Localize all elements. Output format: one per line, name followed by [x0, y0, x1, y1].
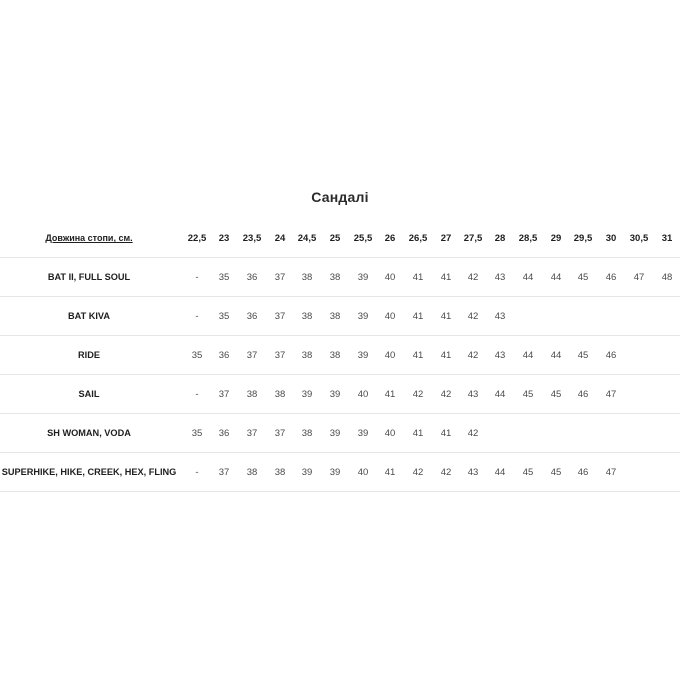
- size-value-cell: 44: [494, 388, 506, 400]
- size-value-cell: 43: [494, 349, 506, 361]
- size-value-cell: 39: [357, 271, 369, 283]
- size-value-cell: 38: [246, 466, 258, 478]
- size-value-cell: 37: [274, 310, 286, 322]
- size-header-cell: 29: [550, 232, 562, 244]
- size-value-cell: 39: [301, 466, 313, 478]
- size-value-cell: 42: [467, 271, 479, 283]
- size-value-cell: 40: [384, 310, 396, 322]
- size-value-cell: 37: [274, 349, 286, 361]
- size-header-cell: 30: [605, 232, 617, 244]
- size-header-cell: 23,5: [242, 232, 262, 244]
- foot-length-label: Довжина стопи, см.: [45, 233, 133, 243]
- size-header-cell: 28,5: [518, 232, 538, 244]
- size-value-cell: 41: [440, 271, 452, 283]
- page-title: Сандалі: [311, 189, 369, 205]
- size-value-cell: 46: [605, 349, 617, 361]
- size-value-cell: 40: [357, 388, 369, 400]
- size-value-cell: 44: [550, 271, 562, 283]
- size-value-cell: 45: [577, 271, 589, 283]
- size-value-cell: 41: [412, 271, 424, 283]
- size-value-cell: 35: [218, 271, 230, 283]
- size-header-cell: 24,5: [297, 232, 317, 244]
- size-chart-table: [0, 219, 680, 492]
- size-value-cell: -: [195, 388, 199, 400]
- size-header-cell: 25,5: [353, 232, 373, 244]
- size-value-cell: 40: [384, 427, 396, 439]
- size-value-cell: 46: [577, 388, 589, 400]
- model-name-cell: RIDE: [78, 350, 100, 360]
- size-header-cell: 25: [329, 232, 341, 244]
- size-header-cell: 27,5: [463, 232, 483, 244]
- size-value-cell: -: [195, 271, 199, 283]
- size-header-cell: 23: [218, 232, 230, 244]
- size-value-cell: 39: [329, 427, 341, 439]
- size-value-cell: 35: [191, 349, 203, 361]
- size-value-cell: 41: [384, 388, 396, 400]
- size-value-cell: 42: [440, 466, 452, 478]
- size-value-cell: 43: [494, 310, 506, 322]
- size-value-cell: 38: [274, 466, 286, 478]
- size-value-cell: 38: [301, 349, 313, 361]
- size-value-cell: 35: [191, 427, 203, 439]
- size-value-cell: 47: [605, 388, 617, 400]
- size-value-cell: 38: [301, 271, 313, 283]
- size-value-cell: 42: [467, 310, 479, 322]
- model-name-cell: SH WOMAN, VODA: [47, 428, 131, 438]
- model-name-cell: BAT II, FULL SOUL: [47, 272, 131, 282]
- foot-length-header: [0, 219, 178, 257]
- size-value-cell: 42: [467, 427, 479, 439]
- size-value-cell: 40: [384, 349, 396, 361]
- size-value-cell: 38: [329, 271, 341, 283]
- model-name-cell: SAIL: [78, 389, 100, 399]
- size-value-cell: 36: [218, 427, 230, 439]
- size-value-cell: -: [195, 466, 199, 478]
- size-value-cell: 38: [301, 310, 313, 322]
- size-value-cell: 36: [218, 349, 230, 361]
- table-row: [0, 336, 680, 375]
- size-value-cell: 48: [661, 271, 673, 283]
- size-value-cell: 37: [246, 427, 258, 439]
- size-value-cell: 45: [550, 466, 562, 478]
- size-value-cell: 39: [329, 466, 341, 478]
- size-value-cell: 36: [246, 271, 258, 283]
- table-row: [0, 414, 680, 453]
- size-value-cell: 38: [274, 388, 286, 400]
- size-value-cell: 40: [357, 466, 369, 478]
- model-name-cell: BAT KIVA: [67, 311, 111, 321]
- size-header-cell: 30,5: [629, 232, 649, 244]
- size-value-cell: 38: [329, 349, 341, 361]
- size-value-cell: 43: [494, 271, 506, 283]
- size-header-cell: 26: [384, 232, 396, 244]
- size-value-cell: 43: [467, 466, 479, 478]
- size-value-cell: 41: [412, 349, 424, 361]
- table-row: [0, 375, 680, 414]
- table-header-row: [0, 219, 680, 258]
- size-value-cell: 42: [412, 466, 424, 478]
- size-value-cell: 37: [274, 427, 286, 439]
- size-value-cell: 38: [301, 427, 313, 439]
- size-value-cell: 41: [412, 427, 424, 439]
- size-value-cell: 38: [246, 388, 258, 400]
- size-header-cell: 31: [661, 232, 673, 244]
- size-value-cell: 44: [522, 271, 534, 283]
- model-name-cell: SUPERHIKE, HIKE, CREEK, HEX, FLING: [1, 467, 177, 477]
- size-value-cell: 37: [274, 271, 286, 283]
- size-value-cell: 37: [218, 388, 230, 400]
- size-header-cell: 29,5: [573, 232, 593, 244]
- size-value-cell: 39: [329, 388, 341, 400]
- size-value-cell: 42: [440, 388, 452, 400]
- size-value-cell: 41: [440, 310, 452, 322]
- table-row: [0, 258, 680, 297]
- table-row: [0, 297, 680, 336]
- size-value-cell: 47: [633, 271, 645, 283]
- size-value-cell: 39: [301, 388, 313, 400]
- size-value-cell: 45: [522, 388, 534, 400]
- size-value-cell: 46: [577, 466, 589, 478]
- size-header-cell: 27: [440, 232, 452, 244]
- size-value-cell: 44: [550, 349, 562, 361]
- size-value-cell: 42: [412, 388, 424, 400]
- size-value-cell: 36: [246, 310, 258, 322]
- size-value-cell: 45: [577, 349, 589, 361]
- size-header-cell: 22,5: [187, 232, 207, 244]
- size-value-cell: 42: [467, 349, 479, 361]
- size-header-cell: 26,5: [408, 232, 428, 244]
- size-header-cell: 28: [494, 232, 506, 244]
- size-header-cell: 24: [274, 232, 286, 244]
- size-value-cell: 47: [605, 466, 617, 478]
- table-row: [0, 453, 680, 492]
- size-value-cell: 44: [494, 466, 506, 478]
- size-value-cell: 41: [384, 466, 396, 478]
- size-value-cell: 35: [218, 310, 230, 322]
- size-value-cell: 37: [218, 466, 230, 478]
- size-value-cell: 43: [467, 388, 479, 400]
- size-value-cell: 38: [329, 310, 341, 322]
- size-value-cell: 37: [246, 349, 258, 361]
- size-value-cell: 45: [522, 466, 534, 478]
- size-value-cell: -: [195, 310, 199, 322]
- size-value-cell: 46: [605, 271, 617, 283]
- size-value-cell: 41: [440, 427, 452, 439]
- size-value-cell: 41: [412, 310, 424, 322]
- size-value-cell: 41: [440, 349, 452, 361]
- size-value-cell: 39: [357, 310, 369, 322]
- size-value-cell: 39: [357, 349, 369, 361]
- size-value-cell: 39: [357, 427, 369, 439]
- size-value-cell: 45: [550, 388, 562, 400]
- size-value-cell: 44: [522, 349, 534, 361]
- size-value-cell: 40: [384, 271, 396, 283]
